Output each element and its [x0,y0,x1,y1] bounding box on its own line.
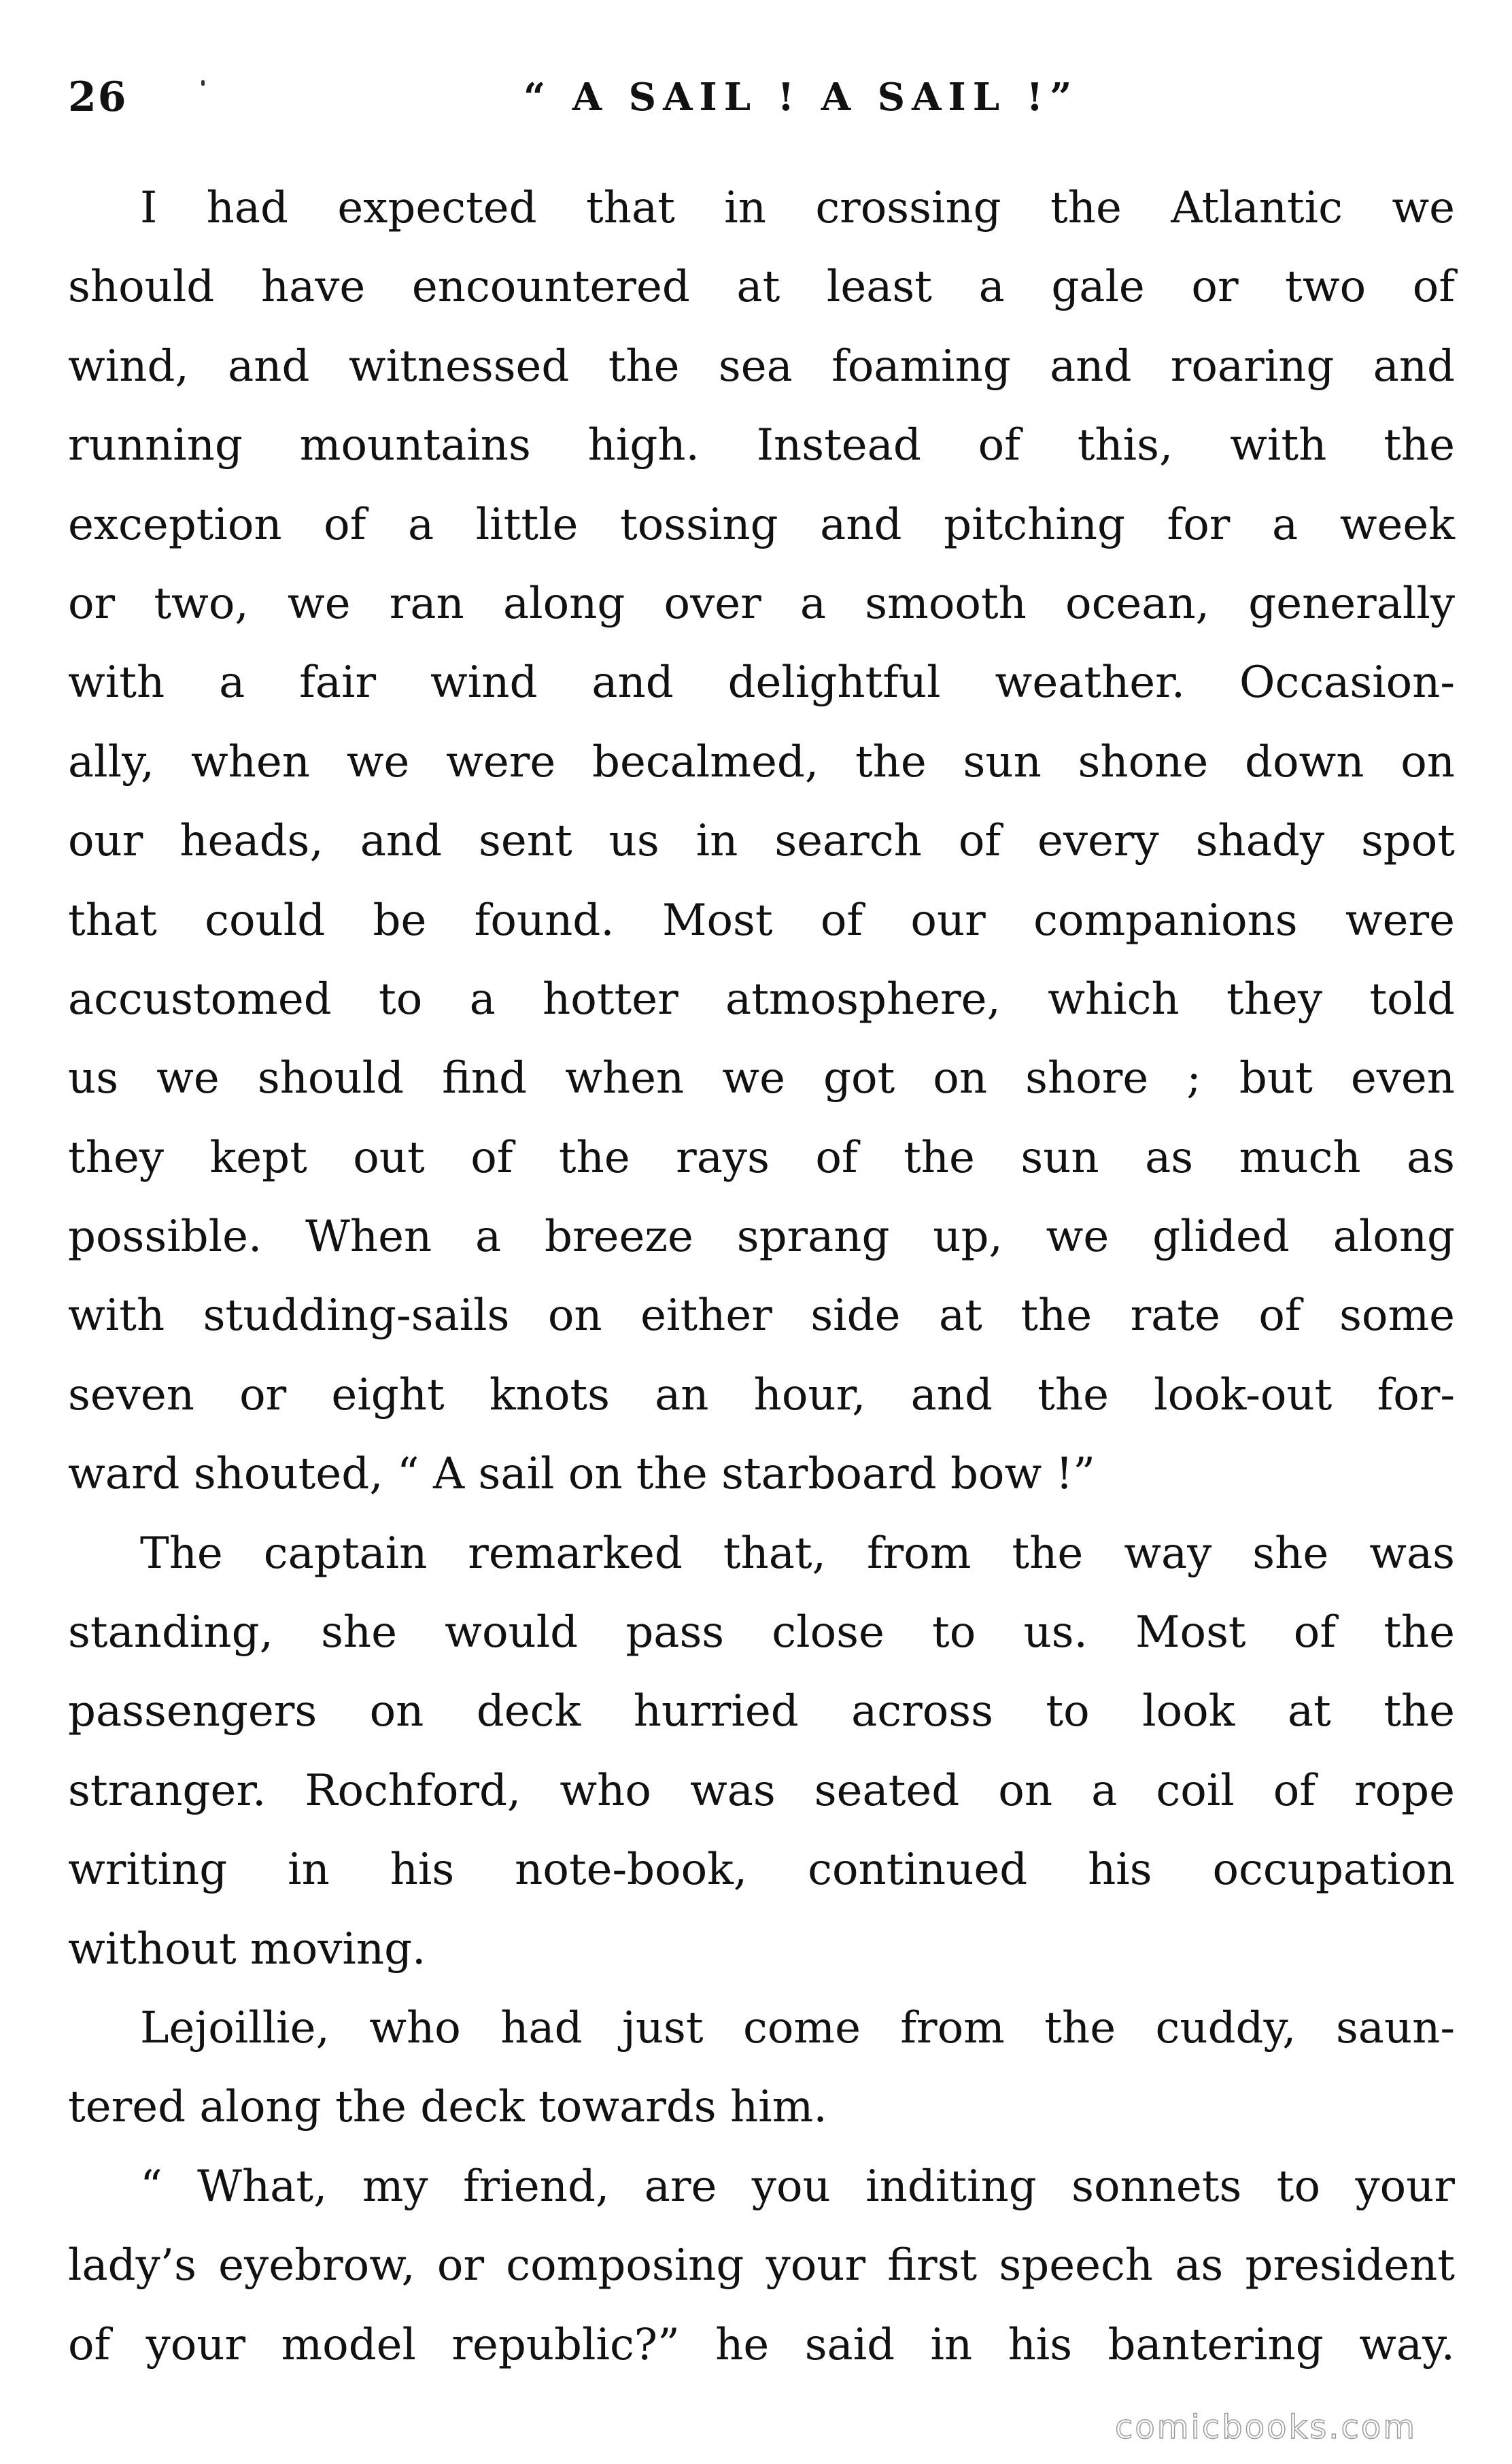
text-line: ally, when we were becalmed, the sun shone down on [68,736,1455,787]
text-line: or two, we ran along over a smooth ocean, generally [68,578,1455,629]
text-line: possible. When a breeze sprang up, we glided along [68,1212,1455,1263]
text-line: that could be found. Most of our companions were [68,895,1455,946]
page-header [0,60,1512,135]
page-number: 26 [68,73,128,121]
text-line: our heads, and sent us in search of every shady spot [68,816,1455,867]
text-body [68,169,1455,2384]
text-line: stranger. Rochford, who was seated on a coil of rope [68,1765,1455,1816]
text-line: with studding-sails on either side at the rate of some [68,1290,1455,1341]
text-line: writing in his note-book, continued his occupation [68,1845,1455,1896]
text-line: without moving. [68,1923,426,1974]
text-line: they kept out of the rays of the sun as much as [68,1132,1455,1183]
watermark: comicbooks.com [1115,2408,1418,2446]
text-line: Lejoillie, who had just come from the cuddy, saun- [140,2002,1455,2053]
running-head: “ A SAIL ! A SAIL !” [523,75,1079,120]
text-line: accustomed to a hotter atmosphere, which they told [68,974,1455,1025]
text-line: I had expected that in crossing the Atlantic we [140,183,1455,233]
text-line: The captain remarked that, from the way she was [140,1528,1455,1579]
ink-speck [201,80,205,86]
text-line: “ What, my friend, are you inditing sonnets to your [140,2161,1455,2212]
text-line: running mountains high. Instead of this, with the [68,420,1455,471]
text-line: of your model republic?” he said in his bantering way. [68,2319,1455,2370]
text-line: standing, she would pass close to us. Most of the [68,1607,1455,1658]
text-line: lady’s eyebrow, or composing your first speech as president [68,2240,1455,2291]
text-line: tered along the deck towards him. [68,2082,827,2133]
text-line: passengers on deck hurried across to look at the [68,1686,1455,1737]
text-line: should have encountered at least a gale or two of [68,262,1455,313]
text-line: us we should find when we got on shore ; but even [68,1053,1455,1104]
text-line: exception of a little tossing and pitching for a week [68,499,1455,550]
text-line: with a fair wind and delightful weather. Occasion- [68,657,1455,708]
text-line: ward shouted, “ A sail on the starboard bow !” [68,1449,1095,1500]
text-line: seven or eight knots an hour, and the look-out for- [68,1369,1455,1420]
text-line: wind, and witnessed the sea foaming and roaring and [68,341,1455,392]
